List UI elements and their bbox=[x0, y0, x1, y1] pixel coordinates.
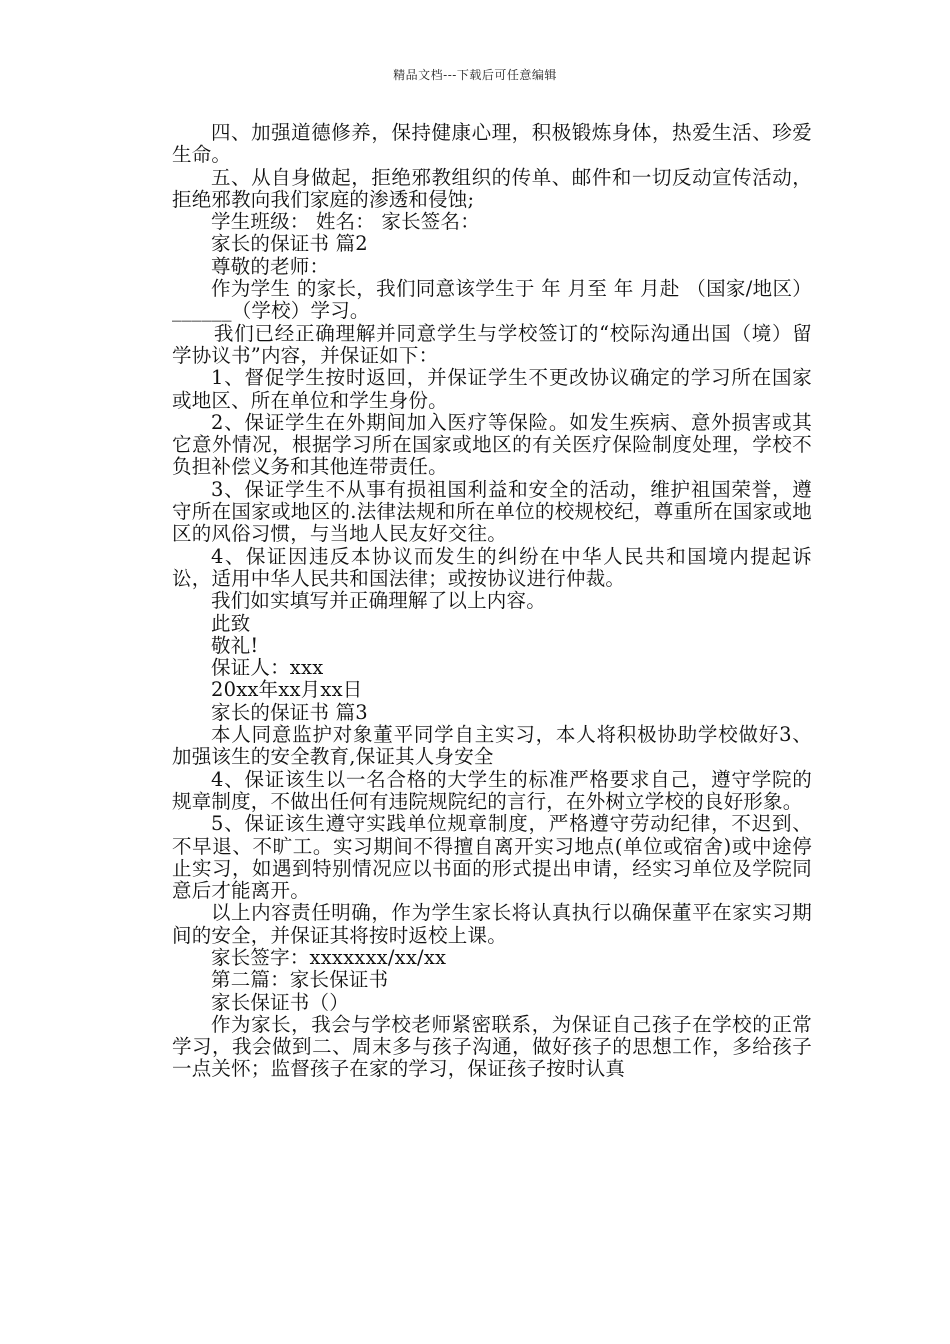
paragraph-9: 2、保证学生在外期间加入医疗等保险。如发生疾病、意外损害或其它意外情况，根据学习所在国家或地区的有关医疗保险制度处理，学校不负担补偿义务和其他连带责任。 bbox=[172, 410, 812, 479]
paragraph-8: 1、督促学生按时返回，并保证学生不更改协议确定的学习所在国家或地区、所在单位和学生身份。 bbox=[172, 366, 812, 412]
closing-1: 此致 bbox=[211, 611, 251, 635]
paragraph-1: 四、加强道德修养，保持健康心理，积极锻炼身体，热爱生活、珍爱生命。 bbox=[172, 121, 812, 167]
paragraph-18: 本人同意监护对象董平同学自主实习，本人将积极协助学校做好3、加强该生的安全教育,保证其人身安全 bbox=[172, 723, 812, 769]
section-title-part2: 第二篇：家长保证书 bbox=[211, 968, 389, 992]
closing-2: 敬礼! bbox=[211, 633, 259, 657]
paragraph-7: 我们已经正确理解并同意学生与学校签订的“校际沟通出国（境）留学协议书”内容，并保证如下： bbox=[172, 321, 812, 367]
paragraph-2: 五、从自身做起，拒绝邪教组织的传单、邮件和一切反动宣传活动，拒绝邪教向我们家庭的渗透和侵蚀; bbox=[172, 165, 812, 211]
paragraph-19: 4、保证该生以一名合格的大学生的标准严格要求自己，遵守学院的规章制度，不做出任何有违院规院纪的言行，在外树立学校的良好形象。 bbox=[172, 767, 812, 813]
guarantor: 保证人：xxx bbox=[211, 656, 324, 680]
paragraph-6: 作为学生 的家长，我们同意该学生于 年 月至 年 月赴 （国家/地区）______（学校）学习。 bbox=[172, 277, 812, 323]
salutation: 尊敬的老师： bbox=[211, 254, 330, 278]
paragraph-20: 5、保证该生遵守实践单位规章制度，严格遵守劳动纪律，不迟到、不早退、不旷工。实习期间不得擅自离开实习地点(单位或宿舍)或中途停止实习，如遇到特别情况应以书面的形式提出申请，经实习单位及学院同意后才能离开。 bbox=[172, 812, 812, 903]
paragraph-21: 以上内容责任明确，作为学生家长将认真执行以确保董平在家实习期间的安全，并保证其将按时返校上课。 bbox=[172, 901, 812, 947]
section-title-2: 家长的保证书 篇2 bbox=[211, 232, 368, 256]
paragraph-10: 3、保证学生不从事有损祖国利益和安全的活动，维护祖国荣誉，遵守所在国家或地区的.法律法规和所在单位的校规校纪，尊重所在国家或地区的风俗习惯，与当地人民友好交往。 bbox=[172, 477, 812, 546]
paragraph-11: 4、保证因违反本协议而发生的纠纷在中华人民共和国境内提起诉讼，适用中华人民共和国法律；或按协议进行仲裁。 bbox=[172, 544, 812, 590]
page-header: 精品文档---下载后可任意编辑 bbox=[393, 68, 557, 82]
section-title-3: 家长的保证书 篇3 bbox=[211, 700, 368, 724]
parent-signature: 家长签字：xxxxxxx/xx/xx bbox=[211, 945, 447, 969]
paragraph-3: 学生班级： 姓名： 家长签名： bbox=[211, 210, 480, 234]
paragraph-25: 作为家长，我会与学校老师紧密联系，为保证自己孩子在学校的正常学习，我会做到二、周末多与孩子沟通，做好孩子的思想工作，多给孩子一点关怀；监督孩子在家的学习，保证孩子按时认真 bbox=[172, 1012, 812, 1081]
document-body bbox=[172, 122, 812, 1081]
paragraph-12: 我们如实填写并正确理解了以上内容。 bbox=[211, 589, 546, 613]
date: 20xx年xx月xx日 bbox=[211, 678, 363, 702]
section-subtitle: 家长保证书（） bbox=[211, 990, 349, 1014]
